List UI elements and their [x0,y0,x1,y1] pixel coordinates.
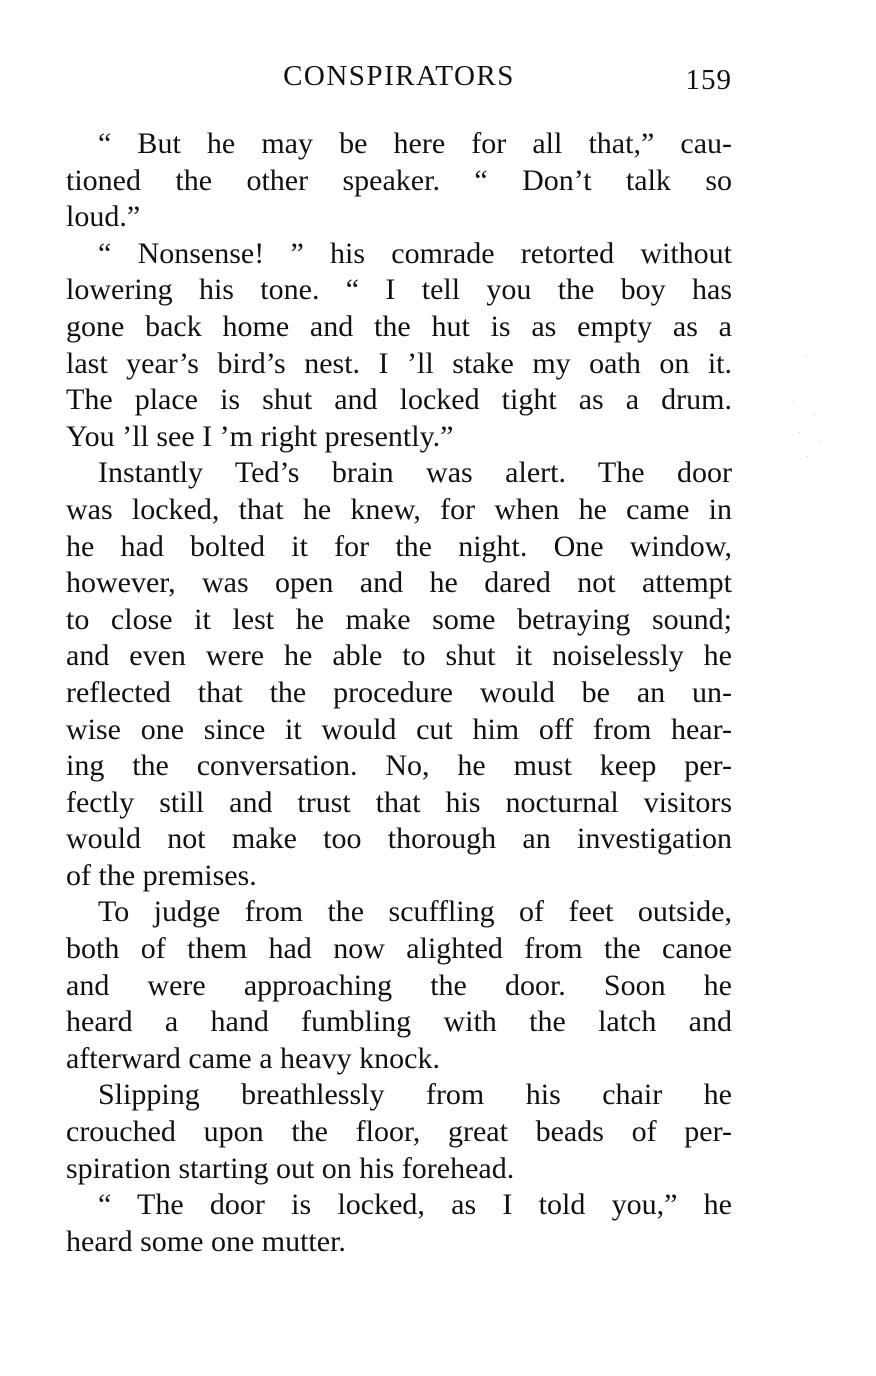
text-line: “ The door is locked, as I told you,” he [98,1188,732,1222]
text-line: and even were he able to shut it noiselessly he [66,639,732,673]
text-line: of the premises. [66,858,257,892]
text-line: wise one since it would cut him off from hear- [66,712,732,746]
text-line: loud.” [66,200,141,234]
text-line: last year’s bird’s nest. I ’ll stake my oath on it. [66,346,732,380]
text-line: “ But he may be here for all that,” cau- [98,127,732,160]
scan-speck: · [804,352,808,363]
text-line: and were approaching the door. Soon he [66,968,732,1002]
text-line: “ Nonsense! ” his comrade retorted without [98,236,732,270]
text-line: heard a hand fumbling with the latch and [66,1005,732,1039]
text-line: Instantly Ted’s brain was alert. The door [98,456,732,490]
text-line: tioned the other speaker. “ Don’t talk so [66,163,732,197]
text-line: to close it lest he make some betraying sound; [66,602,732,636]
text-line: he had bolted it for the night. One window, [66,529,732,563]
text-line: heard some one mutter. [66,1224,346,1258]
text-line: however, was open and he dared not attempt [66,566,732,600]
text-line: gone back home and the hut is as empty as a [66,309,732,343]
body-text [66,126,732,1260]
text-line: The place is shut and locked tight as a drum. [66,383,732,417]
text-line: was locked, that he knew, for when he came in [66,492,732,526]
text-line: afterward came a heavy knock. [66,1041,440,1075]
page-number: 159 [685,64,732,96]
scan-speck: · [818,438,822,449]
running-head [66,60,732,100]
text-line: ing the conversation. No, he must keep per- [66,749,732,783]
text-line: lowering his tone. “ I tell you the boy has [66,273,732,307]
text-line: crouched upon the floor, great beads of per- [66,1115,732,1149]
text-line: would not make too thorough an investigation [66,822,732,856]
text-line: both of them had now alighted from the canoe [66,932,732,966]
text-line: spiration starting out on his forehead. [66,1151,515,1185]
text-line: To judge from the scuffling of feet outside, [98,895,732,929]
chapter-title: CONSPIRATORS [283,60,515,92]
text-line: You ’ll see I ’m right presently.” [66,419,454,453]
scan-speck: · [798,428,802,439]
text-line: fectly still and trust that his nocturnal visitors [66,785,732,819]
scan-speck: · [792,398,796,409]
scan-speck: · [812,410,816,421]
scan-speck: · [806,452,810,463]
text-line: reflected that the procedure would be an un- [66,675,732,709]
text-line: Slipping breathlessly from his chair he [98,1078,732,1112]
